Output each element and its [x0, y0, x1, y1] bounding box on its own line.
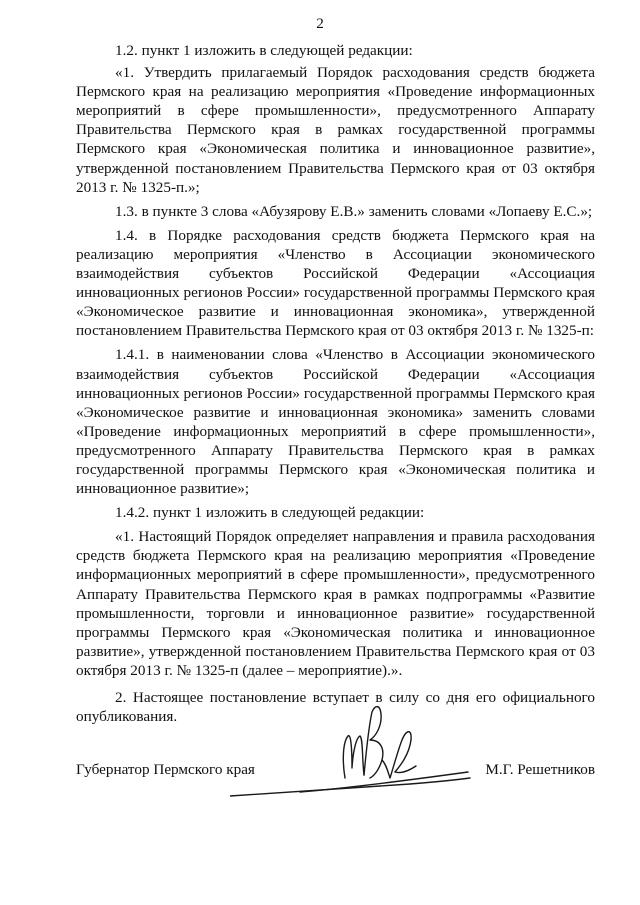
signatory-name: М.Г. Решетников — [485, 761, 595, 778]
paragraph-1-2: 1.2. пункт 1 изложить в следующей редакции: — [115, 42, 413, 59]
document-body — [76, 41, 595, 729]
paragraph-2: 2. Настоящее постановление вступает в силу со дня его официального опубликования. — [76, 689, 595, 726]
paragraph-1-3: 1.3. в пункте 3 слова «Абузярову Е.В.» заменить словами «Лопаеву Е.С.»; — [115, 202, 593, 220]
paragraph-1-4-2-text: «1. Настоящий Порядок определяет направления и правила расходования средств бюджета Пермского края на реализацию мероприятия «Проведение информационных мероприятий в сфере промышленности», предусмотренного Аппарату Правительства Пермского края в рамках подпрограммы «Развитие промышленности, торговли и инновационное развитие» государственной программы Пермского края «Экономическая политика и инновационное развитие», утвержденной постановлением Правительства Пермского края от 03 октября 2013 г. № 1325-п (далее – мероприятие).». — [76, 528, 595, 679]
paragraph-1-4-2: 1.4.2. пункт 1 изложить в следующей редакции: — [115, 504, 425, 522]
signatory-position: Губернатор Пермского края — [76, 761, 255, 778]
paragraph-1-4-1: 1.4.1. в наименовании слова «Членство в Ассоциации экономического взаимодействия субъектов Российской Федерации «Ассоциация инновационных регионов России» государственной программы Пермского края «Экономическое развитие и инновационная экономика» заменить словами «Проведение информационных мероприятий в сфере промышленности», предусмотренного Аппарату Правительства Пермского края в рамках государственной программы Пермского края «Экономическая политика и инновационное развитие»; — [76, 346, 595, 498]
paragraph-1-4: 1.4. в Порядке расходования средств бюджета Пермского края на реализацию мероприятия «Членство в Ассоциации экономического взаимодействия субъектов Российской Федерации «Ассоциация инновационных регионов России» государственной программы Пермского края «Экономическое развитие и инновационная экономика», утвержденной постановлением Правительства Пермского края от 03 октября 2013 г. № 1325-п: — [76, 226, 595, 340]
page-number: 2 — [316, 15, 324, 32]
signature-block — [76, 760, 595, 782]
handwritten-signature — [230, 700, 490, 805]
paragraph-1-2-text: «1. Утвердить прилагаемый Порядок расходования средств бюджета Пермского края на реализацию мероприятия «Проведение информационных мероприятий в сфере промышленности», предусмотренного Аппарату Правительства Пермского края в рамках государственной программы Пермского края «Экономическая политика и инновационное развитие», утвержденной постановлением Правительства Пермского края от 03 октября 2013 г. № 1325-п.»; — [76, 64, 595, 196]
